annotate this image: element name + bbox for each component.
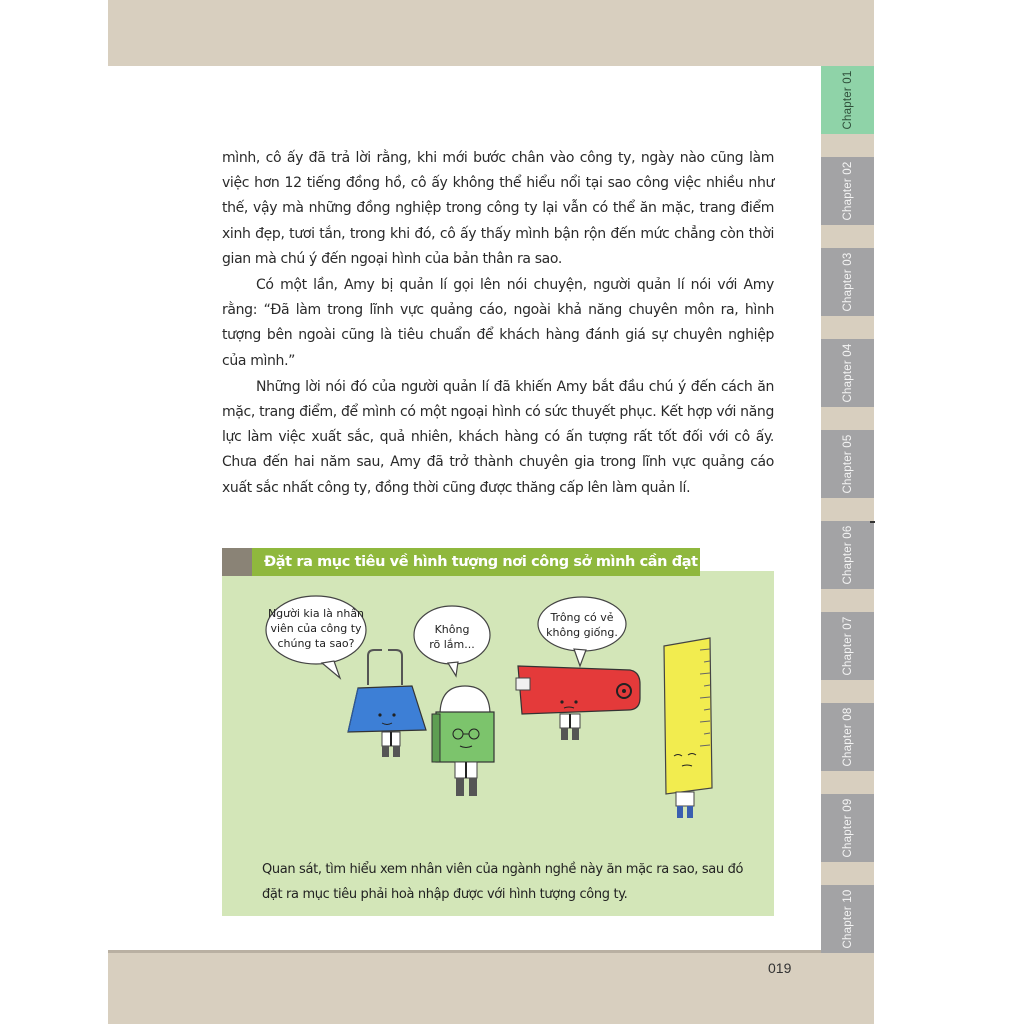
paragraph: Những lời nói đó của người quản lí đã khiến Amy bắt đầu chú ý đến cách ăn mặc, trang điểm, để mình có một ngoại hình có sức thuyết phục. Kết hợp với năng lực làm việc xuất sắc, quả nhiên, khách hàng có ấn tượng rất tốt đối với cô ấy. Chưa đến hai năm sau, Amy đã trở thành chuyên gia trong lĩnh vực quảng cáo xuất sắc nhất công ty, đồng thời cũng được thăng cấp lên làm quản lí. bbox=[222, 378, 774, 496]
tab-chapter-07[interactable] bbox=[821, 612, 874, 680]
tab-label: Chapter 03 bbox=[841, 252, 854, 312]
tab-chapter-08[interactable] bbox=[821, 703, 874, 771]
page-number: 019 bbox=[768, 960, 792, 976]
tab-marker bbox=[870, 521, 875, 523]
tab-chapter-05[interactable] bbox=[821, 430, 874, 498]
speech-bubble-1 bbox=[266, 596, 366, 678]
tab-label: Chapter 08 bbox=[841, 707, 854, 767]
tab-chapter-06[interactable] bbox=[821, 521, 874, 589]
bubble-1-line-3: chúng ta sao? bbox=[277, 637, 355, 650]
stapler-character bbox=[516, 666, 640, 740]
bubble-3-line-2: không giống. bbox=[546, 626, 618, 639]
tab-label: Chapter 07 bbox=[841, 616, 854, 676]
speech-bubble-3 bbox=[538, 597, 626, 666]
tip-box-tab bbox=[222, 548, 252, 576]
tab-label: Chapter 04 bbox=[841, 343, 854, 403]
bubble-1-line-2: viên của công ty bbox=[270, 622, 362, 635]
tab-chapter-01[interactable] bbox=[821, 66, 874, 134]
tip-box-title: Đặt ra mục tiêu về hình tượng nơi công sở mình cần đạt đến bbox=[264, 554, 732, 570]
tab-label: Chapter 05 bbox=[841, 434, 854, 494]
paragraph: mình, cô ấy đã trả lời rằng, khi mới bước chân vào công ty, ngày nào cũng làm việc hơn 12 tiếng đồng hồ, cô ấy không thể hiểu nổi tại sao công việc nhiều như thế, vậy mà những đồng nghiệp trong công ty lại vẫn có thể ăn mặc, trang điểm xinh đẹp, tươi tắn, trong khi đó, cô ấy thấy mình bận rộn đến mức chẳng còn thời gian mà chú ý đến ngoại hình của bản thân ra sao. bbox=[222, 150, 774, 267]
body-text bbox=[222, 146, 774, 502]
tab-chapter-04[interactable] bbox=[821, 339, 874, 407]
bubble-3-line-1: Trông có vẻ bbox=[550, 611, 614, 624]
tab-chapter-02[interactable] bbox=[821, 157, 874, 225]
tip-caption: Quan sát, tìm hiểu xem nhân viên của ngành nghề này ăn mặc ra sao, sau đó đặt ra mục tiêu phải hoà nhập được với hình tượng công ty. bbox=[262, 862, 744, 902]
tab-label: Chapter 10 bbox=[841, 889, 854, 949]
tab-chapter-09[interactable] bbox=[821, 794, 874, 862]
bubble-2-line-1: Không bbox=[434, 623, 470, 636]
tab-label: Chapter 02 bbox=[841, 161, 854, 221]
speech-bubble-2 bbox=[414, 606, 490, 676]
tab-label: Chapter 06 bbox=[841, 525, 854, 585]
tab-label: Chapter 01 bbox=[841, 70, 854, 130]
ruler-character bbox=[664, 638, 712, 818]
tab-label: Chapter 09 bbox=[841, 798, 854, 858]
paragraph: Có một lần, Amy bị quản lí gọi lên nói chuyện, người quản lí nói với Amy rằng: “Đã làm trong lĩnh vực quảng cáo, ngoài khả năng chuyên môn ra, hình tượng bên ngoài cũng là tiêu chuẩn để khách hàng đánh giá sự chuyên nghiệp của mình.” bbox=[222, 277, 774, 369]
page-shadow bbox=[108, 950, 821, 953]
office-illustration bbox=[222, 590, 774, 835]
tab-chapter-03[interactable] bbox=[821, 248, 874, 316]
bubble-1-line-1: Người kia là nhân bbox=[267, 607, 365, 620]
eraser-character bbox=[432, 686, 494, 796]
tab-chapter-10[interactable] bbox=[821, 885, 874, 953]
bubble-2-line-2: rõ lắm... bbox=[429, 638, 475, 651]
binder-clip-character bbox=[348, 650, 426, 757]
